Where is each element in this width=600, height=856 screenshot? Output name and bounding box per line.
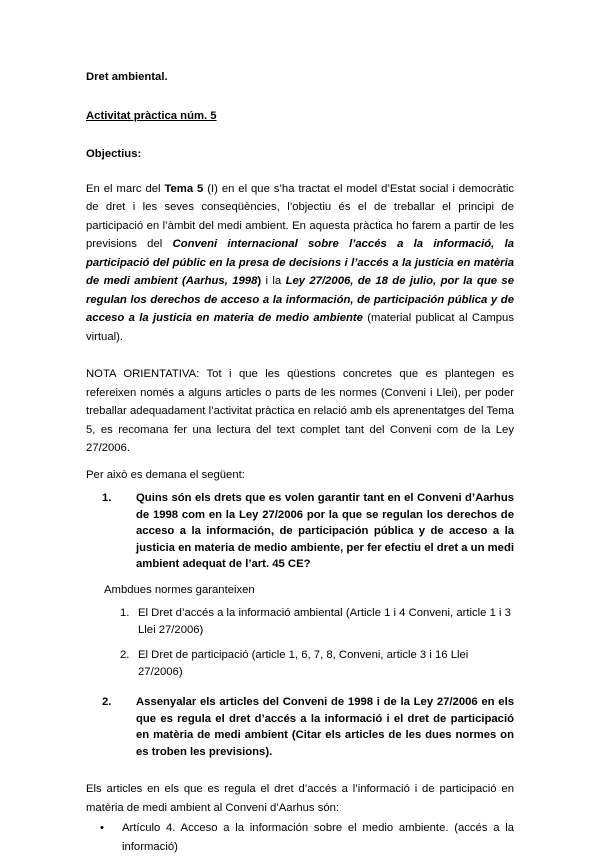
question-2 — [86, 694, 514, 760]
document-title: Dret ambiental. — [86, 71, 168, 83]
intro-paragraph: En el marc del Tema 5 (I) en el que s’ha tractat el model d’Estat social i democràtic de dret i les seves conseqüències, l’objectiu és el de treballar el principi de participació en l’àmbit del medi ambient. En aquesta pràctica ho farem a partir de les previsions del Conveni internacional sobre l’accés a la informació, la participació del públic en la presa de decisions i l’accés a la justícia en matèria de medi ambient (Aarhus, 1998) i la Ley 27/2006, de 18 de julio, por la que se regulan los derechos de acceso a la información, de participación pública y de acceso a la justicia en materia de medio ambiente (material publicat al Campus virtual). — [86, 182, 515, 343]
orientation-note: NOTA ORIENTATIVA: Tot i que les qüestions concretes que es plantegen es refereixen només a alguns articles o parts de les normes (Conveni i Llei), per poder treballar adequadament l’activitat pràctica en relació amb els aprenentatges del Tema 5, es recomana fer una lectura del text complet tant del Conveni com de la Ley 27/2006. — [86, 368, 514, 454]
both-norms-label: Ambdues normes garanteixen — [104, 583, 255, 596]
question-number: 1. — [102, 492, 112, 504]
answer-paragraph: Els articles en els que es regula el dret d’accés a l’informació i de participació en matèria de medi ambient al Conveni d’Aarhus són: — [86, 783, 514, 814]
right-item: 1. El Dret d’accés a la informació ambiental (Article 1 i 4 Conveni, article 1 i 3 Llei 27/2006) — [120, 607, 511, 636]
objectives-heading: Objectius: — [86, 148, 142, 160]
question-number: 2. — [102, 696, 112, 708]
question-text: Quins són els drets que es volen garantir tant en el Conveni d’Aarhus de 1998 com en la Ley 27/2006 por la que se regulan los derechos de acceso a la información, de participación pública y de acceso a la justicia en materia de medio ambiente, per fer efectiu el dret a un medi ambient adequat de l’art. 45 CE? — [136, 492, 514, 570]
activity-heading: Activitat pràctica núm. 5 — [86, 109, 217, 122]
question-1 — [86, 490, 514, 573]
question-text: Assenyalar els articles del Conveni de 1998 i de la Ley 27/2006 en els que es regula el dret d’accés a la informació i el dret de participació en matèria de medi ambient (Citar els articles de les dues normes on es troben les previsions). — [136, 696, 514, 758]
document-page — [86, 68, 514, 856]
request-intro: Per això es demana el següent: — [86, 468, 245, 481]
bullet-icon: • — [100, 822, 104, 834]
list-item: • Artículo 4. Acceso a la información sobre el medio ambiente. (accés a la informació) — [100, 819, 514, 856]
right-item: 2. El Dret de participació (article 1, 6, 7, 8, Conveni, article 3 i 16 Llei 27/2006) — [120, 649, 469, 678]
